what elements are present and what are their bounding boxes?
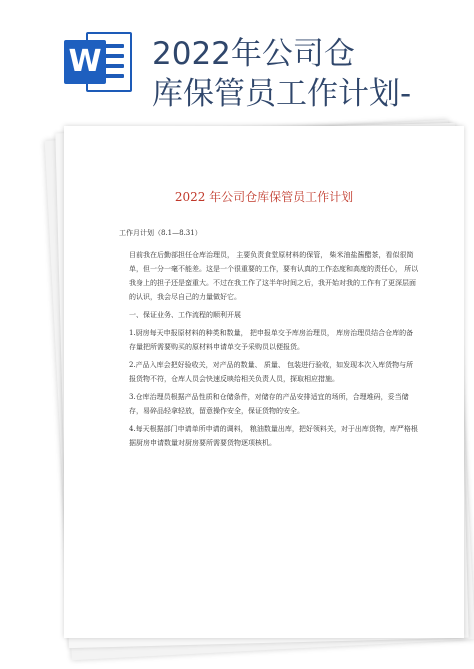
banner-title-line2: 库保管员工作计划- [152, 76, 412, 112]
banner-title [152, 34, 472, 114]
word-document-icon [64, 32, 132, 92]
paragraph-intro: 目前我在后勤部担任仓库治理员， 主要负责食堂原材料的保管， 柴米油盐酱醋茶，看似很简单，但一分一毫不能差。这是一个很重要的工作，要有认真的工作态度和高度的责任心， 所以我身上的担子还是蛮重大。不过在我工作了这半年时间之后，我开始对我的工作有了更深层面的认识，我会尽自己的力量做好它。 [129, 251, 419, 301]
paragraph-plan-period: 工作月计划（8.1—8.31） [119, 229, 202, 237]
document-title: 2022 年公司仓库保管员工作计划 [174, 190, 354, 204]
word-letter-icon: W [64, 40, 106, 84]
banner-title-line1: 2022年公司仓 [152, 36, 355, 72]
paragraph-section-heading: 一、保证业务、工作流程的顺利开展 [129, 311, 241, 319]
paragraph-item-3: 3.仓库治理员根据产品性质和仓储条件，对储存的产品安排适宜的场所，合理堆码，妥当储存，易碎品轻拿轻放，留意操作安全，保证货物的安全。 [129, 393, 409, 415]
paragraph-item-1: 1.厨房每天申报原材料的种类和数量， 把申报单交予库房治理员， 库房治理员结合仓库的备存量把所需要购买的原材料申请单交予采购员以便报货。 [129, 329, 414, 351]
document-page [64, 126, 464, 638]
paragraph-item-4: 4.每天根据部门申请单所申请的调料， 粮油数量出库，把好领料关，对于出库货物，库严格根据厨房申请数量对厨房要所需要货物逐项核机。 [129, 425, 418, 447]
document-body [119, 226, 419, 454]
top-banner [0, 0, 474, 122]
paragraph-item-2: 2.产品入库会把好验收关，对产品的数量、 质量、 包装进行验收，如发现本次入库货物与所报货物不符，仓库人员会快速反映给相关负责人员，探取相应措施。 [129, 361, 414, 383]
